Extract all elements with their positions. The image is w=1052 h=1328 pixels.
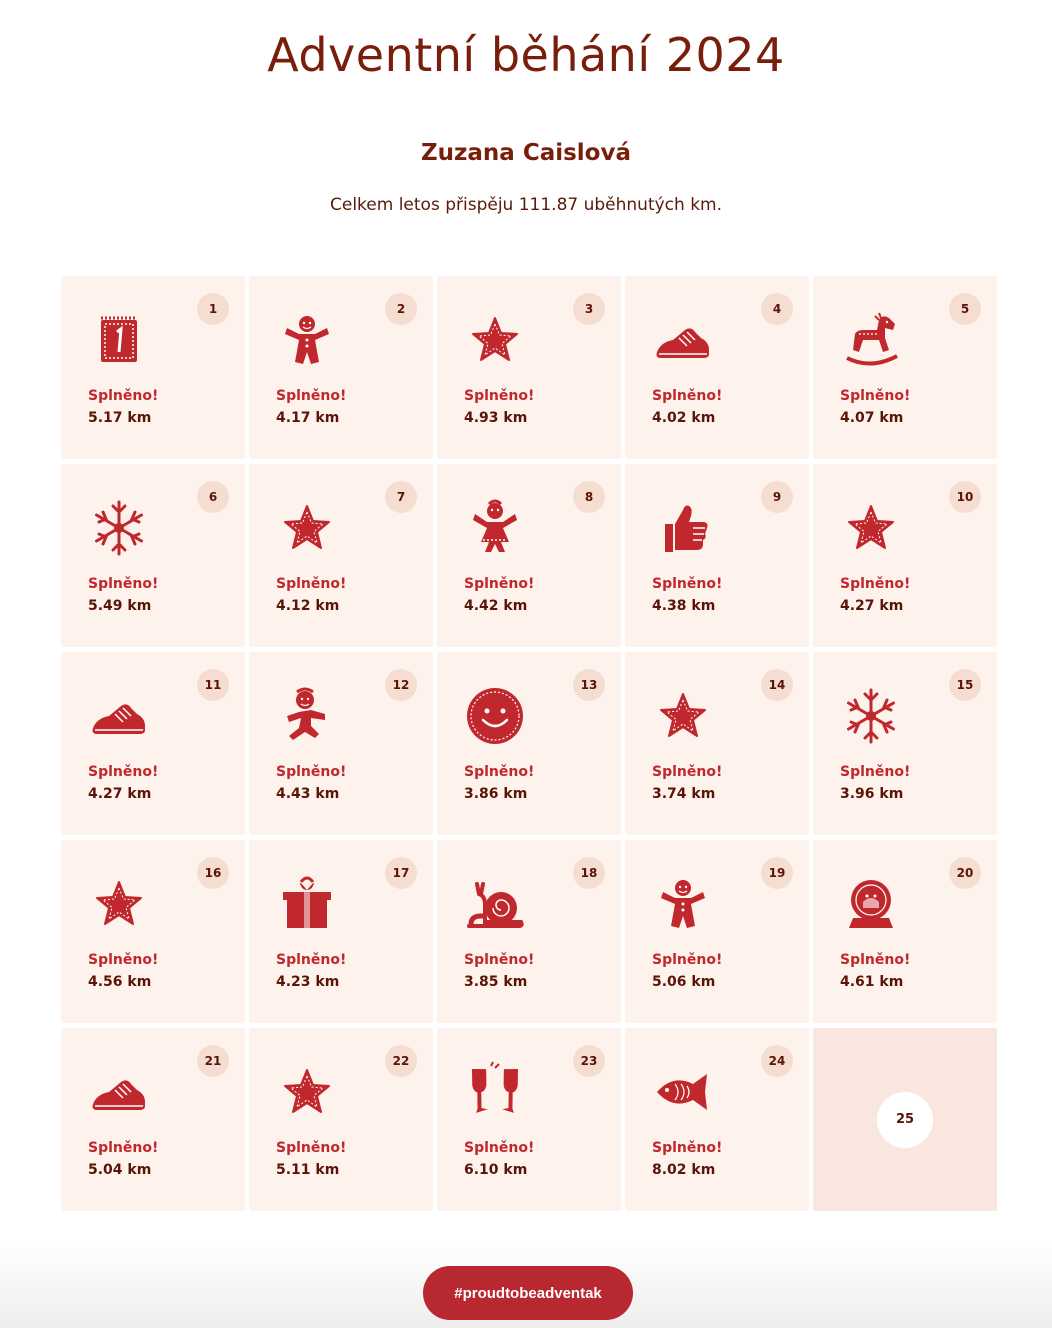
snail-icon bbox=[463, 872, 527, 936]
distance-km: 3.96 km bbox=[840, 786, 904, 802]
completion-status: Splněno! bbox=[652, 388, 723, 404]
completion-status: Splněno! bbox=[464, 576, 535, 592]
fish-icon bbox=[651, 1060, 715, 1124]
day-number-badge: 5 bbox=[949, 293, 981, 325]
star-icon bbox=[87, 872, 151, 936]
completion-status: Splněno! bbox=[840, 388, 911, 404]
distance-km: 4.17 km bbox=[276, 410, 340, 426]
distance-km: 4.61 km bbox=[840, 974, 904, 990]
calendar-tile-1[interactable] bbox=[61, 276, 245, 459]
running-shoe-icon bbox=[87, 1060, 151, 1124]
distance-km: 3.74 km bbox=[652, 786, 716, 802]
day-number-badge: 20 bbox=[949, 857, 981, 889]
day-number-badge: 15 bbox=[949, 669, 981, 701]
distance-km: 6.10 km bbox=[464, 1162, 528, 1178]
day-number-badge: 13 bbox=[573, 669, 605, 701]
day-number-badge: 2 bbox=[385, 293, 417, 325]
running-shoe-icon bbox=[651, 308, 715, 372]
page-title: Adventní běhání 2024 bbox=[267, 28, 785, 82]
completion-status: Splněno! bbox=[840, 764, 911, 780]
completion-status: Splněno! bbox=[88, 1140, 159, 1156]
gingerbread-runner-icon bbox=[275, 684, 339, 748]
completion-status: Splněno! bbox=[840, 952, 911, 968]
calendar-tile-4[interactable] bbox=[625, 276, 809, 459]
completion-status: Splněno! bbox=[652, 952, 723, 968]
distance-km: 3.85 km bbox=[464, 974, 528, 990]
distance-km: 5.11 km bbox=[276, 1162, 340, 1178]
distance-km: 3.86 km bbox=[464, 786, 528, 802]
calendar-tile-18[interactable] bbox=[437, 840, 621, 1023]
day-number-badge: 8 bbox=[573, 481, 605, 513]
distance-km: 5.04 km bbox=[88, 1162, 152, 1178]
calendar-icon bbox=[87, 308, 151, 372]
completion-status: Splněno! bbox=[276, 388, 347, 404]
calendar-tile-20[interactable] bbox=[813, 840, 997, 1023]
distance-km: 4.38 km bbox=[652, 598, 716, 614]
completion-status: Splněno! bbox=[88, 388, 159, 404]
champagne-glasses-icon bbox=[463, 1060, 527, 1124]
completion-status: Splněno! bbox=[276, 764, 347, 780]
day-number-badge: 7 bbox=[385, 481, 417, 513]
day-number-badge: 24 bbox=[761, 1045, 793, 1077]
day-number-badge: 12 bbox=[385, 669, 417, 701]
distance-km: 4.27 km bbox=[840, 598, 904, 614]
day-number-badge: 10 bbox=[949, 481, 981, 513]
calendar-tile-6[interactable] bbox=[61, 464, 245, 647]
calendar-tile-11[interactable] bbox=[61, 652, 245, 835]
thumbs-up-icon bbox=[651, 496, 715, 560]
day-number-badge: 1 bbox=[197, 293, 229, 325]
completion-status: Splněno! bbox=[652, 576, 723, 592]
day-number-badge: 22 bbox=[385, 1045, 417, 1077]
distance-km: 4.56 km bbox=[88, 974, 152, 990]
snowflake-icon bbox=[87, 496, 151, 560]
calendar-tile-9[interactable] bbox=[625, 464, 809, 647]
distance-km: 4.23 km bbox=[276, 974, 340, 990]
calendar-tile-17[interactable] bbox=[249, 840, 433, 1023]
distance-km: 4.43 km bbox=[276, 786, 340, 802]
completion-status: Splněno! bbox=[88, 952, 159, 968]
distance-km: 4.93 km bbox=[464, 410, 528, 426]
completion-status: Splněno! bbox=[652, 1140, 723, 1156]
calendar-tile-15[interactable] bbox=[813, 652, 997, 835]
calendar-tile-2[interactable] bbox=[249, 276, 433, 459]
day-number-badge: 3 bbox=[573, 293, 605, 325]
completion-status: Splněno! bbox=[464, 764, 535, 780]
calendar-tile-23[interactable] bbox=[437, 1028, 621, 1211]
distance-km: 4.27 km bbox=[88, 786, 152, 802]
completion-status: Splněno! bbox=[276, 576, 347, 592]
completion-status: Splněno! bbox=[840, 576, 911, 592]
calendar-tile-21[interactable] bbox=[61, 1028, 245, 1211]
completion-status: Splněno! bbox=[276, 952, 347, 968]
completion-status: Splněno! bbox=[88, 764, 159, 780]
smiley-icon bbox=[463, 684, 527, 748]
day-number-badge: 23 bbox=[573, 1045, 605, 1077]
day-number-badge: 16 bbox=[197, 857, 229, 889]
rocking-horse-icon bbox=[839, 308, 903, 372]
star-icon bbox=[651, 684, 715, 748]
day-number-badge: 17 bbox=[385, 857, 417, 889]
calendar-tile-13[interactable] bbox=[437, 652, 621, 835]
star-icon bbox=[275, 496, 339, 560]
calendar-tile-22[interactable] bbox=[249, 1028, 433, 1211]
gingerbread-girl-icon bbox=[463, 496, 527, 560]
advent-calendar-grid bbox=[61, 276, 997, 1210]
day-number-badge: 6 bbox=[197, 481, 229, 513]
gingerbread-man-icon bbox=[275, 308, 339, 372]
day-number-badge: 14 bbox=[761, 669, 793, 701]
star-icon bbox=[839, 496, 903, 560]
distance-km: 4.42 km bbox=[464, 598, 528, 614]
completion-status: Splněno! bbox=[88, 576, 159, 592]
day-number-badge: 4 bbox=[761, 293, 793, 325]
calendar-tile-14[interactable] bbox=[625, 652, 809, 835]
calendar-tile-7[interactable] bbox=[249, 464, 433, 647]
calendar-tile-8[interactable] bbox=[437, 464, 621, 647]
distance-km: 8.02 km bbox=[652, 1162, 716, 1178]
distance-km: 5.17 km bbox=[88, 410, 152, 426]
day-number-badge: 18 bbox=[573, 857, 605, 889]
gingerbread-man-icon bbox=[651, 872, 715, 936]
day-number-badge: 21 bbox=[197, 1045, 229, 1077]
completion-status: Splněno! bbox=[652, 764, 723, 780]
day-number-badge: 9 bbox=[761, 481, 793, 513]
distance-km: 4.12 km bbox=[276, 598, 340, 614]
completion-status: Splněno! bbox=[276, 1140, 347, 1156]
total-km-summary: Celkem letos přispěju 111.87 uběhnutých km. bbox=[329, 195, 723, 215]
day-number-badge: 25 bbox=[877, 1092, 933, 1148]
calendar-tile-3[interactable] bbox=[437, 276, 621, 459]
day-number-badge: 11 bbox=[197, 669, 229, 701]
hashtag-button[interactable]: #proudtobeadventak bbox=[423, 1266, 633, 1320]
distance-km: 5.06 km bbox=[652, 974, 716, 990]
calendar-tile-19[interactable] bbox=[625, 840, 809, 1023]
calendar-tile-5[interactable] bbox=[813, 276, 997, 459]
distance-km: 4.07 km bbox=[840, 410, 904, 426]
day-number-badge: 19 bbox=[761, 857, 793, 889]
completion-status: Splněno! bbox=[464, 1140, 535, 1156]
completion-status: Splněno! bbox=[464, 388, 535, 404]
completion-status: Splněno! bbox=[464, 952, 535, 968]
calendar-tile-10[interactable] bbox=[813, 464, 997, 647]
running-shoe-icon bbox=[87, 684, 151, 748]
runner-name: Zuzana Caislová bbox=[420, 140, 632, 166]
calendar-tile-25[interactable] bbox=[813, 1028, 997, 1211]
star-icon bbox=[463, 308, 527, 372]
calendar-tile-12[interactable] bbox=[249, 652, 433, 835]
distance-km: 4.02 km bbox=[652, 410, 716, 426]
snowflake-icon bbox=[839, 684, 903, 748]
star-icon bbox=[275, 1060, 339, 1124]
snow-globe-icon bbox=[839, 872, 903, 936]
gift-icon bbox=[275, 872, 339, 936]
distance-km: 5.49 km bbox=[88, 598, 152, 614]
calendar-tile-16[interactable] bbox=[61, 840, 245, 1023]
calendar-tile-24[interactable] bbox=[625, 1028, 809, 1211]
